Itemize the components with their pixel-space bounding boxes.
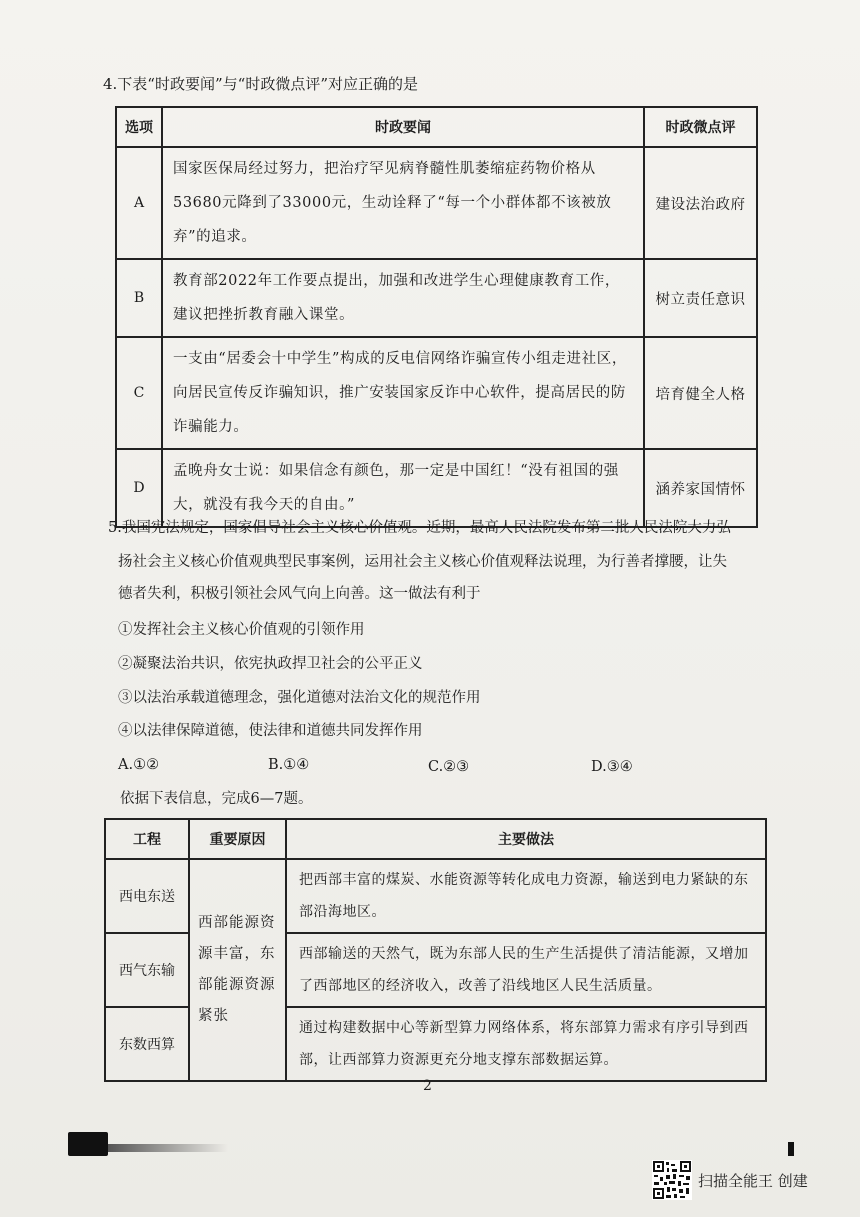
practice-text: 把西部丰富的煤炭、水能资源等转化成电力资源，输送到电力紧缺的东部沿海地区。 (286, 859, 766, 933)
comment-text: 培育健全人格 (644, 337, 757, 449)
choice-c: C.②③ (428, 759, 470, 775)
qr-code-icon (652, 1160, 692, 1200)
header-option: 选项 (116, 107, 162, 147)
project-name: 东数西算 (105, 1007, 189, 1081)
practice-text: 通过构建数据中心等新型算力网络体系，将东部算力需求有序引导到西部，让西部算力资源更充分地支撑东部数据运算。 (286, 1007, 766, 1081)
comment-text: 树立责任意识 (644, 259, 757, 337)
table-row (116, 337, 757, 449)
question-5-statement: ④以法律保障道德，使法律和道德共同发挥作用 (118, 723, 423, 739)
header-comment: 时政微点评 (644, 107, 757, 147)
practice-text: 西部输送的天然气，既为东部人民的生产生活提供了清洁能源，又增加了西部地区的经济收入，改善了沿线地区人民生活质量。 (286, 933, 766, 1007)
choice-d: D.③④ (591, 759, 633, 775)
option-label: A (116, 147, 162, 259)
option-label: C (116, 337, 162, 449)
option-label: D (116, 449, 162, 527)
scan-edge-shadow (68, 1128, 828, 1158)
choice-b: B.①④ (268, 757, 310, 773)
scanner-watermark (652, 1160, 808, 1200)
header-project: 工程 (105, 819, 189, 859)
table-row (116, 449, 757, 527)
engineering-table (104, 818, 767, 1082)
table-row (116, 259, 757, 337)
comment-text: 建设法治政府 (644, 147, 757, 259)
question-5-stem-line: 德者失利，积极引领社会风气向上向善。这一做法有利于 (118, 586, 481, 602)
question-5-statement: ③以法治承载道德理念，强化道德对法治文化的规范作用 (118, 690, 481, 706)
news-text: 教育部2022年工作要点提出，加强和改进学生心理健康教育工作，建议把挫折教育融入课堂。 (162, 259, 644, 337)
question-5-stem-line: 扬社会主义核心价值观典型民事案例，运用社会主义核心价值观释法说理，为行善者撑腰，让失 (118, 554, 727, 570)
header-practice: 主要做法 (286, 819, 766, 859)
table-header-row (105, 819, 766, 859)
project-name: 西气东输 (105, 933, 189, 1007)
project-name: 西电东送 (105, 859, 189, 933)
news-text: 一支由“居委会十中学生”构成的反电信网络诈骗宣传小组走进社区，向居民宣传反诈骗知识，推广安装国家反诈中心软件，提高居民的防诈骗能力。 (162, 337, 644, 449)
news-text: 孟晚舟女士说：如果信念有颜色，那一定是中国红！“没有祖国的强大，就没有我今天的自由。” (162, 449, 644, 527)
watermark-text: 扫描全能王 创建 (698, 1171, 808, 1190)
header-reason: 重要原因 (189, 819, 286, 859)
question-4-stem: 4.下表“时政要闻”与“时政微点评”对应正确的是 (103, 75, 418, 93)
question-5-stem-line: 5.我国宪法规定，国家倡导社会主义核心价值观。近期，最高人民法院发布第二批人民法院大力弘 (108, 520, 731, 536)
shared-reason: 西部能源资源丰富，东部能源资源紧张 (189, 859, 286, 1081)
question-5-statement: ②凝聚法治共识，依宪执政捍卫社会的公平正义 (118, 656, 423, 672)
page-number: 2 (423, 1078, 432, 1094)
question-4-table (115, 106, 758, 528)
choice-a: A.①② (118, 757, 160, 773)
table-row (116, 147, 757, 259)
comment-text: 涵养家国情怀 (644, 449, 757, 527)
table-header-row (116, 107, 757, 147)
news-text: 国家医保局经过努力，把治疗罕见病脊髓性肌萎缩症药物价格从53680元降到了33000元，生动诠释了“每一个小群体都不该被放弃”的追求。 (162, 147, 644, 259)
table-row (105, 859, 766, 933)
questions-6-7-intro: 依据下表信息，完成6—7题。 (120, 791, 313, 807)
option-label: B (116, 259, 162, 337)
question-5-statement: ①发挥社会主义核心价值观的引领作用 (118, 622, 365, 638)
header-news: 时政要闻 (162, 107, 644, 147)
